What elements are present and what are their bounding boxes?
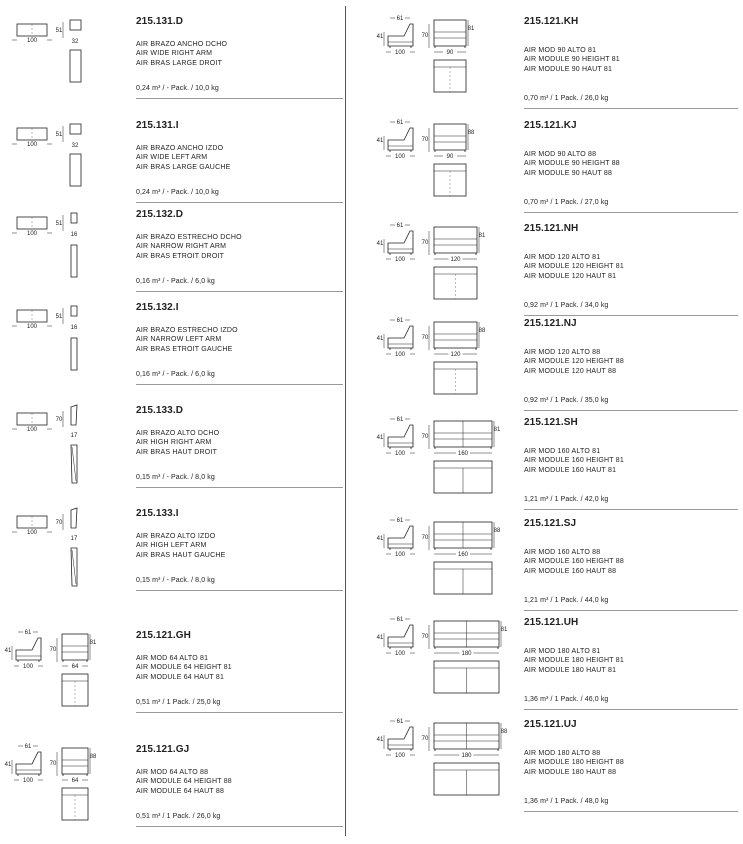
- product-description: [524, 647, 624, 675]
- product-entry: [0, 506, 345, 606]
- product-code: 215.121.SJ: [524, 518, 577, 529]
- product-description: [136, 40, 227, 68]
- back-height-dimension: 88: [89, 754, 97, 760]
- product-drawing: [4, 16, 124, 106]
- product-description: [136, 654, 232, 682]
- description-line: AIR BRAS HAUT GAUCHE: [136, 551, 226, 559]
- product-code: 215.121.UH: [524, 617, 579, 628]
- product-entry: [0, 118, 345, 218]
- product-description: [136, 532, 225, 560]
- entry-divider: [524, 610, 738, 611]
- module-side-outline: [388, 231, 413, 253]
- module-side-outline: [388, 326, 413, 348]
- product-code: 215.132.I: [136, 302, 179, 313]
- height-dimension: 70: [55, 417, 63, 423]
- seat-height-dimension: 41: [376, 241, 384, 247]
- packaging-info: 0,92 m³ / 1 Pack. / 35,0 kg: [524, 397, 609, 404]
- height-dimension: 70: [421, 434, 429, 440]
- entry-divider: [136, 712, 343, 713]
- width-dimension: 64: [71, 664, 79, 670]
- width-dimension: 90: [446, 154, 454, 160]
- packaging-info: 0,51 m³ / 1 Pack. / 25,0 kg: [136, 699, 221, 706]
- packaging-info: 0,24 m³ / - Pack. / 10,0 kg: [136, 189, 219, 196]
- packaging-info: 0,24 m³ / - Pack. / 10,0 kg: [136, 85, 219, 92]
- module-side-outline: [16, 752, 41, 774]
- product-description: [524, 548, 624, 576]
- height-dimension: 70: [49, 761, 57, 767]
- product-code: 215.121.NH: [524, 223, 579, 234]
- depth-dimension: 16: [70, 232, 78, 238]
- packaging-info: 1,36 m³ / 1 Pack. / 48,0 kg: [524, 798, 609, 805]
- product-entry: [0, 403, 345, 503]
- product-code: 215.131.D: [136, 16, 184, 27]
- description-line: AIR BRAS ETROIT DROIT: [136, 252, 225, 260]
- seat-height-dimension: 41: [376, 635, 384, 641]
- packaging-info: 0,16 m³ / - Pack. / 6,0 kg: [136, 371, 215, 378]
- product-drawing: [4, 744, 124, 834]
- entry-divider: [136, 98, 343, 99]
- product-entry: [0, 207, 345, 307]
- description-line: AIR MOD 180 ALTO 88: [524, 750, 601, 757]
- depth-dimension: 61: [396, 120, 404, 126]
- module-front-outline: [62, 634, 88, 660]
- packaging-info: 0,15 m³ / - Pack. / 8,0 kg: [136, 577, 215, 584]
- seat-height-dimension: 41: [376, 336, 384, 342]
- back-height-dimension: 88: [500, 729, 508, 735]
- product-drawing: [376, 120, 516, 210]
- product-drawing: [376, 318, 516, 408]
- product-description: [136, 429, 219, 457]
- product-description: [136, 768, 232, 796]
- back-height-dimension: 81: [89, 640, 97, 646]
- depth-dimension: 32: [71, 143, 79, 149]
- module-front-outline: [62, 748, 88, 774]
- height-dimension: 51: [55, 132, 63, 138]
- product-drawing: [376, 719, 516, 809]
- height-dimension: 70: [421, 535, 429, 541]
- width-dimension: 64: [71, 778, 79, 784]
- product-entry: [0, 742, 345, 842]
- width-dimension: 160: [457, 451, 469, 457]
- product-code: 215.133.D: [136, 405, 184, 416]
- packaging-info: 1,36 m³ / 1 Pack. / 46,0 kg: [524, 696, 609, 703]
- module-side-outline: [388, 727, 413, 749]
- depth-total-dimension: 100: [394, 651, 406, 657]
- description-line: AIR BRAZO ALTO IZDO: [136, 533, 216, 540]
- back-height-dimension: 88: [478, 328, 486, 334]
- module-side-outline: [388, 24, 413, 46]
- description-line: AIR BRAZO ALTO DCHO: [136, 430, 220, 437]
- description-line: AIR BRAZO ESTRECHO DCHO: [136, 234, 242, 241]
- height-dimension: 70: [421, 33, 429, 39]
- height-dimension: 70: [421, 335, 429, 341]
- product-drawing: [4, 405, 124, 495]
- module-side-outline: [388, 128, 413, 150]
- description-line: AIR NARROW LEFT ARM: [136, 336, 222, 344]
- depth-dimension: 61: [24, 630, 32, 636]
- description-line: AIR MODULE 64 HAUT 88: [136, 787, 225, 795]
- arm-side-outline: [71, 508, 77, 528]
- product-entry: [372, 717, 743, 817]
- depth-dimension: 61: [396, 719, 404, 725]
- product-description: [524, 348, 624, 376]
- depth-total-dimension: 100: [394, 753, 406, 759]
- description-line: AIR BRAS HAUT DROIT: [136, 448, 218, 456]
- description-line: AIR WIDE RIGHT ARM: [136, 50, 213, 58]
- entry-divider: [524, 212, 738, 213]
- product-entry: [0, 300, 345, 400]
- entry-divider: [524, 811, 738, 812]
- description-line: AIR MODULE 160 HAUT 81: [524, 466, 617, 474]
- description-line: AIR MODULE 160 HEIGHT 81: [524, 457, 624, 465]
- seat-height-dimension: 41: [376, 138, 384, 144]
- entry-divider: [136, 384, 343, 385]
- product-code: 215.121.GJ: [136, 744, 190, 755]
- height-dimension: 51: [55, 314, 63, 320]
- description-line: AIR WIDE LEFT ARM: [136, 154, 208, 162]
- depth-dimension: 61: [396, 518, 404, 524]
- arm-side-outline: [71, 306, 77, 316]
- product-drawing: [4, 120, 124, 210]
- description-line: AIR BRAZO ANCHO DCHO: [136, 41, 228, 48]
- product-entry: [372, 516, 743, 616]
- product-entry: [0, 14, 345, 114]
- width-dimension: 100: [26, 38, 38, 44]
- module-front-outline: [434, 227, 477, 253]
- description-line: AIR MOD 160 ALTO 88: [524, 549, 601, 556]
- height-dimension: 70: [421, 634, 429, 640]
- back-height-dimension: 81: [493, 427, 501, 433]
- packaging-info: 1,21 m³ / 1 Pack. / 44,0 kg: [524, 597, 609, 604]
- depth-total-dimension: 100: [394, 352, 406, 358]
- packaging-info: 0,51 m³ / 1 Pack. / 26,0 kg: [136, 813, 221, 820]
- height-dimension: 70: [421, 736, 429, 742]
- seat-height-dimension: 41: [376, 536, 384, 542]
- width-dimension: 120: [450, 257, 461, 263]
- arm-side-outline: [71, 405, 77, 425]
- entry-divider: [136, 291, 343, 292]
- depth-dimension: 61: [24, 744, 32, 750]
- product-entry: [372, 316, 743, 416]
- description-line: AIR MODULE 180 HAUT 88: [524, 768, 617, 776]
- depth-dimension: 17: [70, 433, 78, 439]
- product-entry: [372, 615, 743, 715]
- description-line: AIR MOD 64 ALTO 81: [136, 655, 209, 662]
- height-dimension: 70: [421, 240, 429, 246]
- depth-dimension: 61: [396, 223, 404, 229]
- entry-divider: [136, 590, 343, 591]
- module-side-outline: [388, 526, 413, 548]
- product-drawing: [376, 417, 516, 507]
- seat-height-dimension: 41: [376, 737, 384, 743]
- description-line: AIR MODULE 180 HEIGHT 88: [524, 759, 624, 767]
- seat-height-dimension: 41: [376, 34, 384, 40]
- depth-dimension: 61: [396, 318, 404, 324]
- description-line: AIR MODULE 120 HAUT 88: [524, 367, 617, 375]
- module-front-outline: [434, 20, 466, 46]
- description-line: AIR HIGH LEFT ARM: [136, 542, 207, 550]
- depth-dimension: 32: [71, 39, 79, 45]
- height-dimension: 70: [421, 137, 429, 143]
- width-dimension: 180: [461, 651, 472, 657]
- seat-height-dimension: 41: [376, 435, 384, 441]
- description-line: AIR MOD 180 ALTO 81: [524, 648, 601, 655]
- product-description: [524, 749, 624, 777]
- description-line: AIR MODULE 64 HEIGHT 88: [136, 778, 232, 786]
- product-drawing: [4, 302, 124, 392]
- packaging-info: 0,70 m³ / 1 Pack. / 27,0 kg: [524, 199, 609, 206]
- width-dimension: 90: [446, 50, 454, 56]
- depth-dimension: 61: [396, 617, 404, 623]
- packaging-info: 0,70 m³ / 1 Pack. / 26,0 kg: [524, 95, 609, 102]
- description-line: AIR NARROW RIGHT ARM: [136, 243, 227, 251]
- description-line: AIR MODULE 90 HEIGHT 88: [524, 160, 620, 168]
- depth-total-dimension: 100: [394, 552, 406, 558]
- arm-front-outline: [70, 154, 81, 186]
- product-drawing: [376, 617, 516, 707]
- product-description: [524, 253, 624, 281]
- description-line: AIR MODULE 64 HEIGHT 81: [136, 664, 232, 672]
- column-separator: [345, 6, 346, 836]
- product-description: [136, 144, 230, 172]
- depth-dimension: 61: [396, 417, 404, 423]
- product-entry: [0, 628, 345, 728]
- packaging-info: 0,15 m³ / - Pack. / 8,0 kg: [136, 474, 215, 481]
- product-code: 215.121.KJ: [524, 120, 577, 131]
- width-dimension: 100: [26, 530, 38, 536]
- product-drawing: [376, 223, 516, 313]
- description-line: AIR MODULE 90 HAUT 88: [524, 169, 613, 177]
- arm-side-outline: [71, 213, 77, 223]
- product-code: 215.133.I: [136, 508, 179, 519]
- module-side-outline: [388, 425, 413, 447]
- product-description: [524, 150, 620, 178]
- description-line: AIR MOD 120 ALTO 88: [524, 349, 601, 356]
- entry-divider: [136, 826, 343, 827]
- height-dimension: 70: [49, 647, 57, 653]
- arm-front-outline: [70, 50, 81, 82]
- depth-total-dimension: 100: [394, 50, 406, 56]
- entry-divider: [136, 202, 343, 203]
- back-height-dimension: 81: [478, 233, 486, 239]
- description-line: AIR MODULE 64 HAUT 81: [136, 673, 225, 681]
- arm-side-outline: [70, 20, 81, 30]
- seat-height-dimension: 41: [4, 648, 12, 654]
- description-line: AIR MODULE 90 HEIGHT 81: [524, 56, 620, 64]
- height-dimension: 51: [55, 221, 63, 227]
- product-description: [136, 233, 242, 261]
- entry-divider: [524, 509, 738, 510]
- back-height-dimension: 88: [493, 528, 501, 534]
- arm-front-outline: [71, 245, 77, 277]
- arm-front-outline: [71, 338, 77, 370]
- product-description: [524, 46, 620, 74]
- packaging-info: 1,21 m³ / 1 Pack. / 42,0 kg: [524, 496, 609, 503]
- description-line: AIR BRAS LARGE DROIT: [136, 59, 223, 67]
- product-entry: [372, 118, 743, 218]
- product-drawing: [4, 209, 124, 299]
- description-line: AIR MODULE 90 HAUT 81: [524, 65, 613, 73]
- product-drawing: [376, 518, 516, 608]
- depth-total-dimension: 100: [22, 664, 34, 670]
- width-dimension: 100: [26, 142, 38, 148]
- product-entry: [372, 415, 743, 515]
- product-drawing: [4, 508, 124, 598]
- arm-side-outline: [70, 124, 81, 134]
- product-entry: [372, 221, 743, 321]
- product-description: [524, 447, 624, 475]
- width-dimension: 100: [26, 324, 38, 330]
- product-drawing: [4, 630, 124, 720]
- packaging-info: 0,92 m³ / 1 Pack. / 34,0 kg: [524, 302, 609, 309]
- depth-dimension: 16: [70, 325, 78, 331]
- description-line: AIR MODULE 180 HEIGHT 81: [524, 657, 624, 665]
- description-line: AIR MODULE 160 HEIGHT 88: [524, 558, 624, 566]
- back-height-dimension: 81: [467, 26, 475, 32]
- width-dimension: 160: [457, 552, 469, 558]
- product-drawing: [376, 16, 516, 106]
- height-dimension: 51: [55, 28, 63, 34]
- entry-divider: [136, 487, 343, 488]
- packaging-info: 0,16 m³ / - Pack. / 6,0 kg: [136, 278, 215, 285]
- product-code: 215.121.KH: [524, 16, 579, 27]
- description-line: AIR BRAS ETROIT GAUCHE: [136, 345, 233, 353]
- product-code: 215.121.SH: [524, 417, 578, 428]
- depth-total-dimension: 100: [22, 778, 34, 784]
- product-description: [136, 326, 238, 354]
- description-line: AIR MODULE 120 HAUT 81: [524, 272, 617, 280]
- product-code: 215.132.D: [136, 209, 184, 220]
- product-entry: [372, 14, 743, 114]
- module-side-outline: [16, 638, 41, 660]
- product-code: 215.131.I: [136, 120, 179, 131]
- description-line: AIR MODULE 120 HEIGHT 88: [524, 358, 624, 366]
- width-dimension: 100: [26, 231, 38, 237]
- description-line: AIR MODULE 180 HAUT 81: [524, 666, 617, 674]
- description-line: AIR MODULE 160 HAUT 88: [524, 567, 617, 575]
- width-dimension: 100: [26, 427, 38, 433]
- description-line: AIR MOD 160 ALTO 81: [524, 448, 601, 455]
- depth-total-dimension: 100: [394, 154, 406, 160]
- description-line: AIR MOD 90 ALTO 81: [524, 47, 597, 54]
- module-front-outline: [434, 322, 477, 348]
- entry-divider: [524, 709, 738, 710]
- description-line: AIR BRAZO ANCHO IZDO: [136, 145, 224, 152]
- module-front-outline: [434, 124, 466, 150]
- product-code: 215.121.NJ: [524, 318, 577, 329]
- depth-dimension: 61: [396, 16, 404, 22]
- back-height-dimension: 81: [500, 627, 508, 633]
- module-side-outline: [388, 625, 413, 647]
- product-code: 215.121.GH: [136, 630, 191, 641]
- description-line: AIR HIGH RIGHT ARM: [136, 439, 212, 447]
- entry-divider: [524, 108, 738, 109]
- description-line: AIR MODULE 120 HEIGHT 81: [524, 263, 624, 271]
- description-line: AIR MOD 64 ALTO 88: [136, 769, 209, 776]
- depth-dimension: 17: [70, 536, 78, 542]
- description-line: AIR BRAZO ESTRECHO IZDO: [136, 327, 238, 334]
- width-dimension: 120: [450, 352, 461, 358]
- description-line: AIR MOD 120 ALTO 81: [524, 254, 601, 261]
- product-code: 215.121.UJ: [524, 719, 577, 730]
- depth-total-dimension: 100: [394, 451, 406, 457]
- seat-height-dimension: 41: [4, 762, 12, 768]
- entry-divider: [524, 410, 738, 411]
- width-dimension: 180: [461, 753, 472, 759]
- description-line: AIR BRAS LARGE GAUCHE: [136, 163, 231, 171]
- description-line: AIR MOD 90 ALTO 88: [524, 151, 597, 158]
- back-height-dimension: 88: [467, 130, 475, 136]
- depth-total-dimension: 100: [394, 257, 406, 263]
- height-dimension: 70: [55, 520, 63, 526]
